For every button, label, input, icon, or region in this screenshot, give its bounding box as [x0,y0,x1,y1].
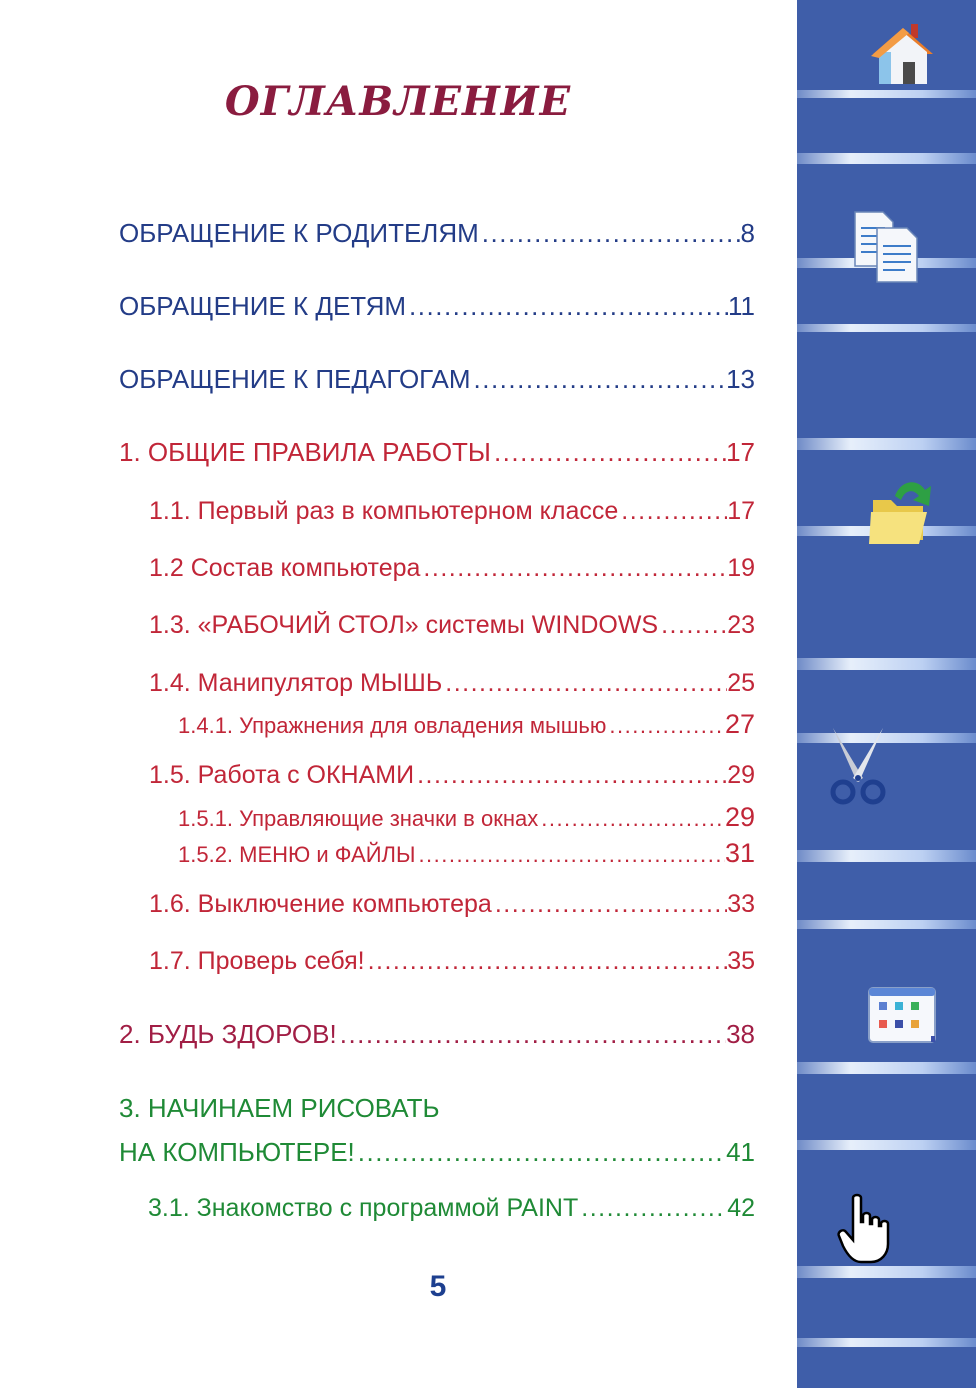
sidebar-stripe [797,850,976,862]
hand-cursor-icon [837,1192,895,1266]
toc-entry-children[interactable] [119,291,755,322]
toc-label: 1.4.1. Упражнения для овладения мышью [178,713,607,738]
toc-label: 1.7. Проверь себя! [149,947,365,975]
toc-page: 11 [728,291,755,321]
toc-entry-1-1[interactable] [149,497,755,526]
toc-page: 42 [727,1194,755,1222]
decorative-sidebar [797,0,976,1388]
toc-page: 8 [740,218,755,248]
toc-label: ОБРАЩЕНИЕ К ДЕТЯМ [119,291,407,321]
toc-entry-1-4-1[interactable] [178,709,755,740]
window-icon [867,986,937,1044]
toc-entry-1-5[interactable] [149,761,755,790]
toc-leader [337,1019,726,1050]
toc-entry-chapter-1[interactable] [119,437,755,468]
toc-page: 17 [726,437,755,467]
toc-leader [365,947,728,976]
toc-leader [442,669,727,698]
toc-label: 1.5.2. МЕНЮ и ФАЙЛЫ [178,842,416,867]
toc-entry-1-7[interactable] [149,947,755,976]
scissors-icon [829,726,889,808]
toc-leader [355,1137,726,1168]
toc-label: 1.5. Работа с ОКНАМИ [149,761,415,789]
sidebar-stripe [797,1140,976,1150]
toc-entry-1-4[interactable] [149,669,755,698]
toc-leader [658,611,727,640]
toc-label: ОБРАЩЕНИЕ К РОДИТЕЛЯМ [119,218,479,248]
toc-leader [492,890,727,919]
sidebar-stripe [797,153,976,164]
toc-label: 1.3. «РАБОЧИЙ СТОЛ» системы WINDOWS [149,611,659,639]
folder-icon [867,474,937,548]
page-title: ОГЛАВЛЕНИЕ [224,78,572,125]
sidebar-stripe [797,438,976,450]
toc-entry-teachers[interactable] [119,364,755,395]
sidebar-stripe [797,1062,976,1074]
toc-label: 1.2 Состав компьютера [149,554,421,582]
toc-label: 1.5.1. Управляющие значки в окнах [178,806,539,831]
toc-leader [414,761,727,790]
sidebar-stripe [797,90,976,98]
sidebar-stripe [797,920,976,929]
sidebar-stripe [797,324,976,332]
toc-leader [618,497,727,526]
toc-label: 1.4. Манипулятор МЫШЬ [149,669,443,697]
toc-page: 35 [727,947,755,975]
toc-leader [406,291,728,322]
toc-entry-chapter-2[interactable] [119,1019,755,1050]
toc-entry-1-5-1[interactable] [178,802,755,833]
toc-page: 38 [726,1019,755,1049]
toc-leader [578,1194,727,1223]
toc-leader [420,554,727,583]
toc-leader [479,218,741,249]
toc-leader [491,437,726,468]
toc-entry-1-6[interactable] [149,890,755,919]
toc-page: 17 [727,497,755,525]
sidebar-stripe [797,1266,976,1278]
sidebar-stripe [797,658,976,670]
toc-page: 41 [726,1137,755,1167]
toc-label: 1.6. Выключение компьютера [149,890,492,918]
page-number: 5 [429,1270,447,1303]
toc-page: 23 [727,611,755,639]
toc-leader [538,806,725,832]
toc-label: 2. БУДЬ ЗДОРОВ! [119,1019,337,1049]
toc-entry-1-3[interactable] [149,611,755,640]
toc-label: НА КОМПЬЮТЕРЕ! [119,1137,355,1167]
toc-page: 27 [724,709,755,739]
toc-leader [415,842,725,868]
toc-label: 1.1. Первый раз в компьютерном классе [149,497,619,525]
toc-entry-parents[interactable] [119,218,755,249]
toc-leader [606,713,725,739]
home-icon [869,22,937,88]
toc-entry-1-5-2[interactable] [178,838,755,869]
toc-page: 25 [727,669,755,697]
toc-entry-chapter-3-line1[interactable]: 3. НАЧИНАЕМ РИСОВАТЬ [119,1093,440,1123]
toc-entry-3-1[interactable] [148,1194,755,1223]
toc-label: 1. ОБЩИЕ ПРАВИЛА РАБОТЫ [119,437,491,467]
toc-entry-chapter-3[interactable] [119,1137,755,1168]
toc-page: 13 [726,364,755,394]
toc-label: ОБРАЩЕНИЕ К ПЕДАГОГАМ [119,364,471,394]
toc-page: 31 [724,838,755,868]
toc-page: 19 [727,554,755,582]
toc-entry-1-2[interactable] [149,554,755,583]
toc-page: 29 [727,761,755,789]
toc-page: 33 [727,890,755,918]
documents-icon [851,210,923,284]
toc-leader [471,364,727,395]
toc-page: 29 [724,802,755,832]
toc-label: 3.1. Знакомство с программой PAINT [148,1194,579,1222]
sidebar-stripe [797,1338,976,1347]
